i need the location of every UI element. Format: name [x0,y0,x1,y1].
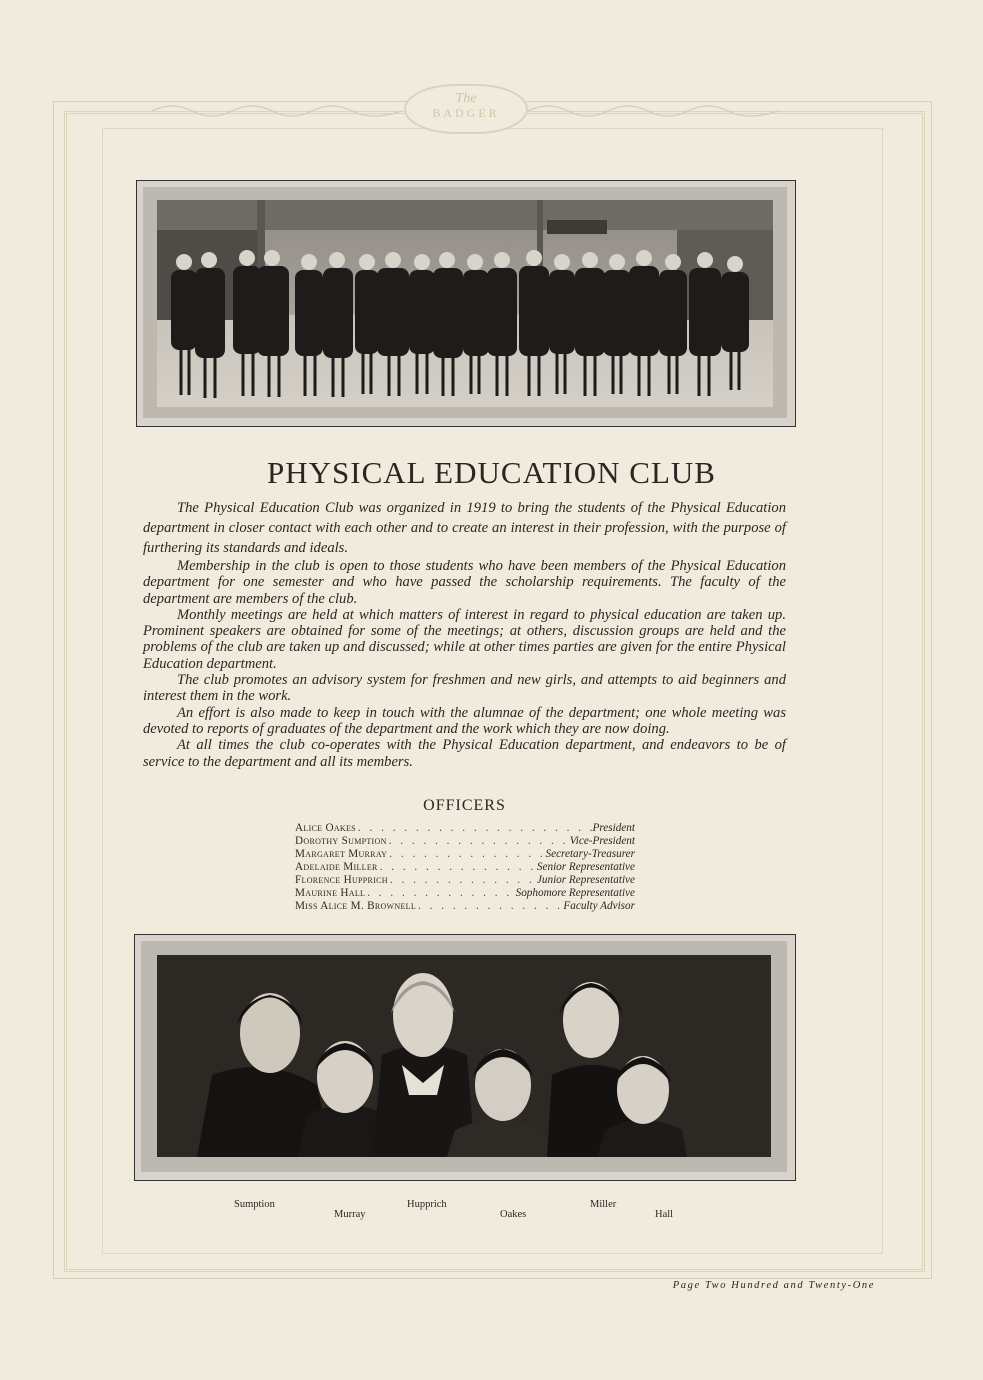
paragraph-alumnae: An effort is also made to keep in touch with the alumnae of the department; one whole meeting was devoted to reports of graduates of the department and the work which they are now doing. [143,704,786,737]
officer-row [295,861,635,874]
masthead-the: The [455,91,477,106]
caption-oakes: Oakes [500,1209,527,1220]
leader-dots [378,861,537,874]
officer-role: President [592,822,635,834]
officer-name: Margaret Murray [295,848,388,860]
officer-row [295,874,635,887]
caption-miller: Miller [590,1199,617,1210]
officers-list [295,822,635,913]
page-number: Page Two Hundred and Twenty-One [672,1280,875,1291]
officer-role: Faculty Advisor [563,900,635,912]
officer-role: Secretary-Treasurer [545,848,635,860]
officer-name: Miss Alice M. Brownell [295,900,417,912]
officer-row [295,835,635,848]
officer-role: Sophomore Representative [515,887,635,899]
caption-hall: Hall [655,1209,674,1220]
officer-name: Dorothy Sumption [295,835,387,847]
paragraph-origin: The Physical Education Club was organized in 1919 to bring the students of the Physical Education department in closer contact with each other and to create an interest in their profession, with the purpose of furthering its standards and ideals. [143,500,786,556]
group-figures [171,266,749,358]
officer-name: Florence Hupprich [295,874,388,886]
leader-dots [356,822,593,835]
leader-dots [365,887,515,900]
badger-masthead [404,84,528,134]
leader-dots [387,835,570,848]
officer-name: Maurine Hall [295,887,366,899]
caption-sumption: Sumption [234,1199,275,1210]
group-photo [157,200,773,407]
club-description [143,498,786,770]
officer-name: Adelaide Miller [295,861,378,873]
officer-role: Vice-President [569,835,635,847]
paragraph-membership: Membership in the club is open to those students who have been members of the Physical Education department for one semester and who have passed the scholarship requirements. The faculty of the department are members of the club. [143,558,786,607]
officers-photo [157,955,771,1157]
officer-name: Alice Oakes [295,822,356,834]
leader-dots [387,848,545,861]
scroll-ornament-left [152,101,402,121]
caption-murray: Murray [334,1209,366,1220]
paragraph-advisory: The club promotes an advisory system for freshmen and new girls, and attempts to aid beginners and interest them in the work. [143,672,786,705]
scroll-ornament-right [528,101,778,121]
officer-role: Junior Representative [536,874,635,886]
leader-dots [416,900,563,913]
paragraph-cooperation: At all times the club co-operates with the Physical Education department, and endeavors to be of service to the department and all its members. [143,737,786,770]
leader-dots [388,874,537,887]
officer-row [295,887,635,900]
officer-role: Senior Representative [536,861,635,873]
paragraph-meetings: Monthly meetings are held at which matters of interest in regard to physical education are taken up. Prominent speakers are obtained for some of the meetings; at others, discussion groups are held and the problems of the club are taken up and discussed; while at other times parties are given for the entire Physical Education department. [143,606,786,672]
page-title: PHYSICAL EDUCATION CLUB [267,455,716,490]
officer-row [295,822,635,835]
caption-hupprich: Hupprich [407,1199,447,1210]
masthead-badger: BADGER [432,106,500,120]
officer-row [295,848,635,861]
officer-row [295,900,635,913]
officers-heading: OFFICERS [423,797,506,814]
